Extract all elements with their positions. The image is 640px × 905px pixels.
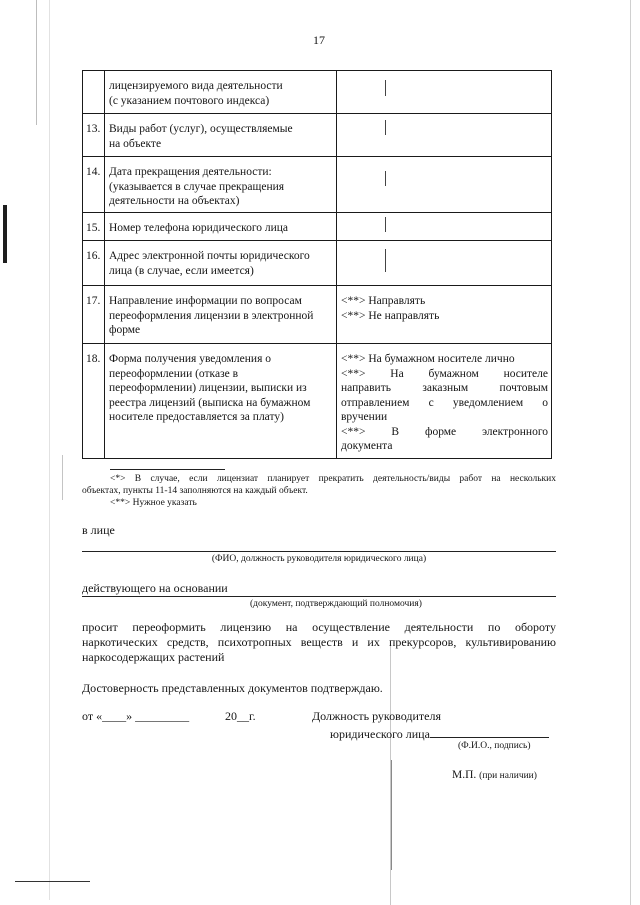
option-electronic: <**> В форме электронного xyxy=(341,425,548,438)
request-paragraph xyxy=(82,620,556,665)
signature-caption: (Ф.И.О., подпись) xyxy=(458,741,531,751)
row-number: 15. xyxy=(83,213,105,241)
stamp-text: М.П. xyxy=(452,769,477,781)
scan-line xyxy=(36,0,37,125)
row-label-line: переоформлении) лицензии, выписки из xyxy=(109,382,307,394)
row-label xyxy=(105,157,337,213)
row-label xyxy=(105,213,337,241)
row-label-line: Виды работ (услуг), осуществляемые xyxy=(109,123,293,135)
footnote-1: <*> В случае, если лицензиат планирует прекратить деятельность/виды работ на нескольких xyxy=(110,474,556,484)
basis-caption: (документ, подтверждающий полномочия) xyxy=(250,599,422,609)
table-row xyxy=(83,241,552,286)
scan-line xyxy=(49,0,50,900)
row-label-line: переоформления лицензии в электронной xyxy=(109,309,314,322)
option-paper-in-person: <**> На бумажном носителе лично xyxy=(341,353,515,365)
date-year-field: 20__г. xyxy=(225,709,256,723)
fold-line xyxy=(391,760,392,870)
row-label-line: на объекте xyxy=(109,137,162,150)
row-label xyxy=(105,344,337,459)
row-label-line: Дата прекращения деятельности: xyxy=(109,166,272,178)
table-row xyxy=(83,71,552,114)
page-number: 17 xyxy=(313,33,325,47)
row-label-line: форме xyxy=(109,324,141,336)
option-do-not-send: <**> Не направлять xyxy=(341,309,440,322)
row-label-line: (указывается в случае прекращения xyxy=(109,180,285,193)
row-value-field xyxy=(337,241,552,286)
confirmation-text: Достоверность представленных документов подтверждаю. xyxy=(82,681,383,695)
row-label-line: лицензируемого вида деятельности xyxy=(109,80,283,92)
row-label xyxy=(105,71,337,114)
table-row xyxy=(83,344,552,459)
row-label xyxy=(105,114,337,157)
request-line: просит переоформить лицензию на осуществление деятельности по обороту xyxy=(82,620,556,634)
row-label-line: (с указанием почтового индекса) xyxy=(109,94,270,107)
row-label-line: Форма получения уведомления о xyxy=(109,353,271,365)
application-table xyxy=(82,70,552,459)
row-label-line: реестра лицензий (выписка на бумажном xyxy=(109,396,311,409)
fio-caption: (ФИО, должность руководителя юридического лица) xyxy=(211,554,427,564)
stamp-label xyxy=(452,768,537,783)
on-behalf-label: в лице xyxy=(82,523,115,537)
basis-blank-line xyxy=(82,596,556,597)
signature-blank-line xyxy=(430,726,549,738)
row-number: 18. xyxy=(83,344,105,459)
position-label-text: юридического лица xyxy=(330,727,430,741)
row-number xyxy=(83,71,105,114)
request-line: наркосодержащих растений xyxy=(82,650,225,664)
scan-edge-bar xyxy=(3,205,7,263)
row-value-field xyxy=(337,114,552,157)
option-electronic-line: документа xyxy=(341,440,393,452)
table-row xyxy=(83,114,552,157)
option-send: <**> Направлять xyxy=(341,295,426,307)
row-value-options xyxy=(337,344,552,459)
row-value-field xyxy=(337,71,552,114)
row-number: 14. xyxy=(83,157,105,213)
option-paper-by-mail-line: направить заказным почтовым xyxy=(341,382,548,394)
option-paper-by-mail: <**> На бумажном носителе xyxy=(341,367,548,380)
request-line: наркотических средств, психотропных веществ и их прекурсоров, культивированию xyxy=(82,635,556,649)
row-label xyxy=(105,241,337,286)
scan-line xyxy=(15,881,90,882)
option-paper-by-mail-line: вручении xyxy=(341,411,388,423)
date-field: от «____» _________ xyxy=(82,709,190,723)
scan-line xyxy=(630,0,631,905)
row-number: 17. xyxy=(83,286,105,344)
acting-basis-label: действующего на основании xyxy=(82,581,228,595)
row-label-line: Адрес электронной почты юридического xyxy=(109,250,310,262)
footnote-separator xyxy=(110,469,225,470)
footnote-2: <**> Нужное указать xyxy=(110,498,197,508)
option-paper-by-mail-line: отправлением с уведомлением о xyxy=(341,396,548,409)
row-label-line: лица (в случае, если имеется) xyxy=(109,264,254,277)
row-label-line: деятельности на объектах) xyxy=(109,195,240,207)
row-label-line: Номер телефона юридического лица xyxy=(109,222,289,234)
table-row xyxy=(83,286,552,344)
footnote-1-continued: объектах, пункты 11-14 заполняются на каждый объект. xyxy=(82,486,308,496)
row-label xyxy=(105,286,337,344)
stamp-note: (при наличии) xyxy=(479,771,537,781)
row-value-field xyxy=(337,157,552,213)
row-label-line: переоформлении (отказе в xyxy=(109,367,239,380)
table-row xyxy=(83,157,552,213)
row-number: 16. xyxy=(83,241,105,286)
row-value-field xyxy=(337,213,552,241)
fio-blank-line xyxy=(82,551,556,552)
scan-line xyxy=(62,455,63,500)
row-value-options xyxy=(337,286,552,344)
row-label-line: Направление информации по вопросам xyxy=(109,295,302,307)
table-row xyxy=(83,213,552,241)
row-label-line: носителе предоставляется за плату) xyxy=(109,411,284,423)
position-label: Должность руководителя xyxy=(312,709,441,723)
row-number: 13. xyxy=(83,114,105,157)
